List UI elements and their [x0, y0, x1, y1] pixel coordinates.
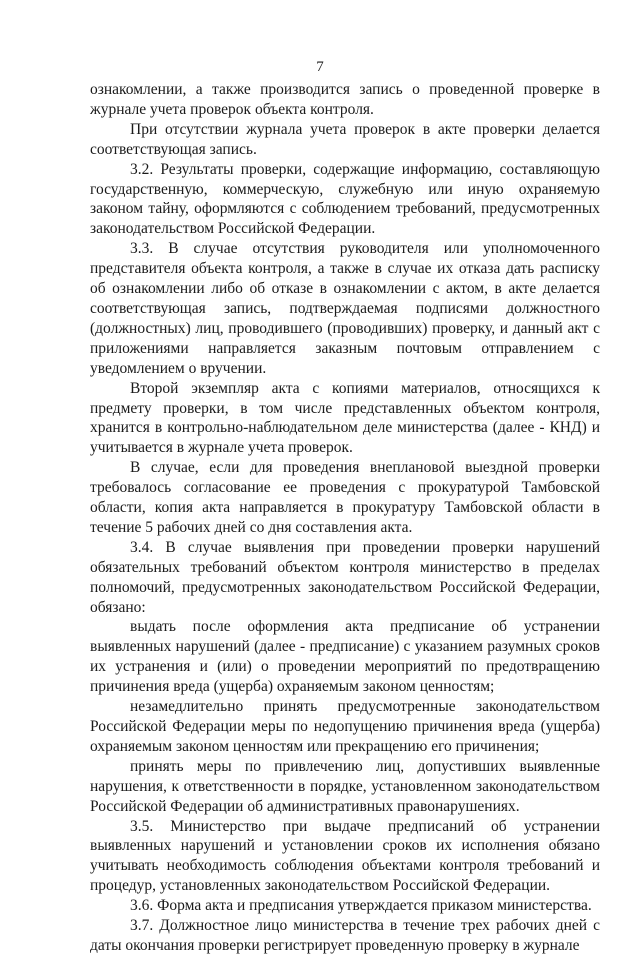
paragraph-second-copy: Второй экземпляр акта с копиями материалов, относящихся к предмету проверки, в том числе представленных объектом контроля, хранится в контрольно-наблюдательном деле министерства (далее - КНД) и учитывается в журнале учета проверок.	[90, 379, 600, 457]
page-number: 7	[316, 59, 324, 75]
paragraph-3-7: 3.7. Должностное лицо министерства в течение трех рабочих дней с даты окончания проверки регистрирует проведенную проверку в журнале	[90, 917, 600, 954]
document-body	[90, 80, 600, 956]
paragraph-take-measures: незамедлительно принять предусмотренные законодательством Российской Федерации меры по недопущению причинения вреда (ущерба) охраняемым законом ценностям или прекращению его причинения;	[90, 698, 600, 755]
paragraph-1: ознакомлении, а также производится запись о проведенной проверке в журнале учета проверок объекта контроля.	[90, 81, 600, 118]
paragraph-liability: принять меры по привлечению лиц, допустивших выявленные нарушения, к ответственности в порядке, установленном законодательством Российской Федерации об административных правонарушениях.	[90, 757, 600, 815]
paragraph-3-6: 3.6. Форма акта и предписания утверждается приказом министерства.	[130, 897, 592, 915]
paragraph-2: При отсутствии журнала учета проверок в акте проверки делается соответствующая запись.	[90, 120, 600, 158]
paragraph-3-2: 3.2. Результаты проверки, содержащие информацию, составляющую государственную, коммерческую, служебную или иную охраняемую законом тайну, оформляются с соблюдением требований, предусмотренных законодательством Российской Федерации.	[90, 160, 600, 238]
paragraph-3-4: 3.4. В случае выявления при проведении проверки нарушений обязательных требований объектом контроля министерство в пределах полномочий, предусмотренных законодательством Российской Федерации, обязано:	[90, 538, 600, 616]
paragraph-3-5: 3.5. Министерство при выдаче предписаний об устранении выявленных нарушений и установлении сроков их исполнения обязано учитывать необходимость соблюдения объектами контроля требований и процедур, установленных законодательством Российской Федерации.	[90, 817, 600, 895]
paragraph-3-3: 3.3. В случае отсутствия руководителя или уполномоченного представителя объекта контроля, а также в случае их отказа дать расписку об ознакомлении либо об отказе в ознакомлении с актом, в акте делается соответствующая запись, подтверждаемая подписями должностного (должностных) лиц, проводившего (проводивших) проверку, и данный акт с приложениями направляется заказным почтовым отправлением с уведомлением о вручении.	[90, 240, 600, 377]
paragraph-issue-order: выдать после оформления акта предписание об устранении выявленных нарушений (далее - предписание) с указанием разумных сроков их устранения и (или) о проведении мероприятий по предотвращению причинения вреда (ущерба) охраняемым законом ценностям;	[90, 618, 600, 696]
paragraph-unscheduled-inspection: В случае, если для проведения внеплановой выездной проверки требовалось согласование ее проведения с прокуратурой Тамбовской области, копия акта направляется в прокуратуру Тамбовской области в течение 5 рабочих дней со дня составления акта.	[90, 459, 600, 536]
